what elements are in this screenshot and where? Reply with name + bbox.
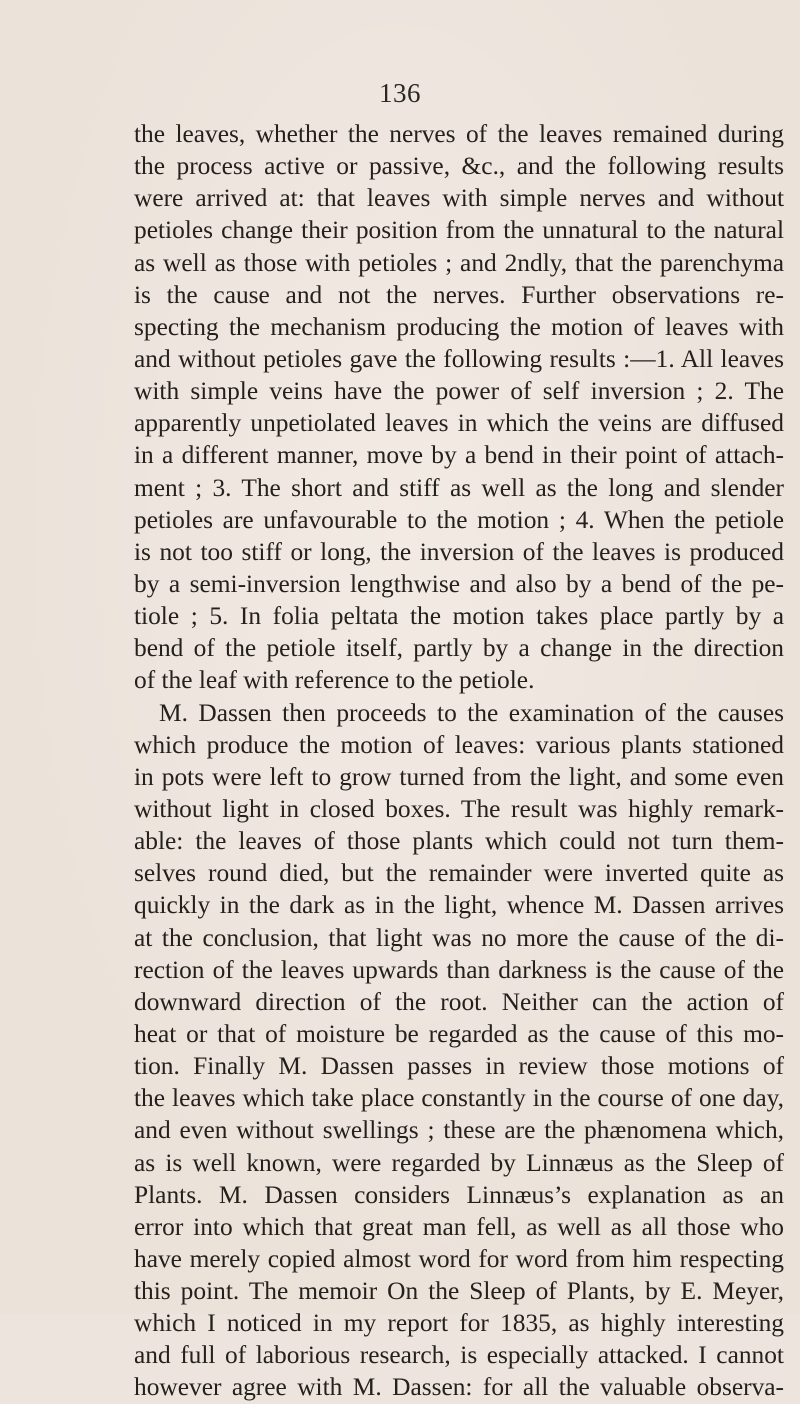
text-line: the leaves which take place constantly in the course of one day, [134, 1084, 784, 1113]
text-line: were arrived at: that leaves with simple nerves and without [134, 184, 784, 213]
text-line: selves round died, but the remainder were inverted quite as [134, 859, 784, 888]
text-line: is the cause and not the nerves. Further observations re- [134, 280, 784, 309]
text-line: tion. Finally M. Dassen passes in review those motions of [134, 1052, 784, 1081]
text-line: at the conclusion, that light was no more the cause of the di- [134, 923, 784, 952]
text-line: of the leaf with reference to the petiole. [134, 666, 535, 695]
text-line: the leaves, whether the nerves of the leaves remained during [134, 120, 784, 148]
text-line: the process active or passive, &c., and the following results [134, 152, 784, 181]
text-line: as well as those with petioles ; and 2ndly, that the parenchyma [134, 248, 784, 277]
text-line: is not too stiff or long, the inversion of the leaves is produced [134, 537, 784, 566]
text-line: without light in closed boxes. The result was highly remark- [134, 794, 784, 823]
text-line: by a semi-inversion lengthwise and also by a bend of the pe- [134, 569, 784, 598]
text-line: which I noticed in my report for 1835, as highly interesting [134, 1309, 784, 1338]
text-line: however agree with M. Dassen: for all the valuable observa- [134, 1373, 784, 1402]
text-line: in a different manner, move by a bend in their point of attach- [134, 441, 784, 470]
text-line: error into which that great man fell, as well as all those who [134, 1212, 784, 1241]
text-line: and without petioles gave the following results :—1. All leaves [134, 344, 784, 373]
text-line: in pots were left to grow turned from the light, and some even [134, 762, 784, 791]
text-line: this point. The memoir On the Sleep of Plants, by E. Meyer, [134, 1277, 784, 1306]
text-line: with simple veins have the power of self inversion ; 2. The [134, 377, 784, 406]
text-line: apparently unpetiolated leaves in which the veins are diffused [134, 409, 784, 438]
page-number: 136 [379, 78, 421, 108]
text-line: petioles are unfavourable to the motion ; 4. When the petiole [134, 505, 784, 534]
text-line: which produce the motion of leaves: various plants stationed [134, 730, 784, 759]
text-line: M. Dassen then proceeds to the examination of the causes [159, 698, 784, 727]
text-line: heat or that of moisture be regarded as the cause of this mo- [134, 1019, 784, 1048]
text-line: able: the leaves of those plants which could not turn them- [134, 827, 784, 856]
text-line: and full of laborious research, is especially attacked. I cannot [134, 1341, 784, 1370]
text-line: as is well known, were regarded by Linnæus as the Sleep of [134, 1148, 784, 1177]
text-line: specting the mechanism producing the motion of leaves with [134, 312, 784, 341]
text-line: bend of the petiole itself, partly by a change in the direction [134, 634, 784, 663]
text-line: and even without swellings ; these are the phænomena which, [134, 1116, 784, 1145]
text-line: Plants. M. Dassen considers Linnæus’s explanation as an [134, 1180, 784, 1209]
text-line: have merely copied almost word for word from him respecting [134, 1244, 784, 1273]
text-line: tiole ; 5. In folia peltata the motion takes place partly by a [134, 602, 784, 631]
body-text [134, 118, 784, 1404]
text-line: rection of the leaves upwards than darkness is the cause of the [134, 955, 784, 984]
text-line: petioles change their position from the unnatural to the natural [134, 216, 784, 245]
text-line: quickly in the dark as in the light, whence M. Dassen arrives [134, 891, 784, 920]
text-line: downward direction of the root. Neither can the action of [134, 987, 784, 1016]
text-line: ment ; 3. The short and stiff as well as the long and slender [134, 473, 784, 502]
